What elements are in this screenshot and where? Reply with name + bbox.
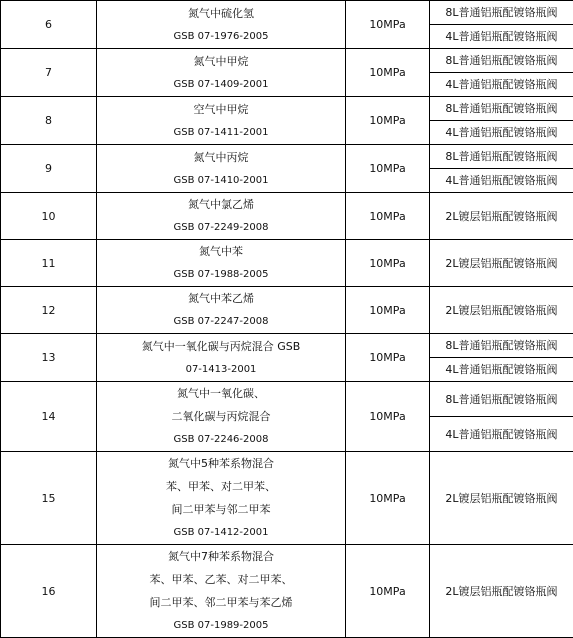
gas-name-line: 间二甲苯与邻二甲苯 bbox=[97, 498, 345, 521]
cylinder-spec-cell: 8L普通铝瓶配镀铬瓶阀 bbox=[430, 145, 573, 169]
gas-name-line: 氮气中硫化氢 bbox=[97, 2, 345, 25]
pressure-cell: 10MPa bbox=[346, 287, 430, 334]
gas-name-line: 氮气中苯乙烯 bbox=[97, 287, 345, 310]
standard-code: 07-1413-2001 bbox=[97, 358, 345, 381]
gas-name-line: 氮气中苯 bbox=[97, 240, 345, 263]
gas-name-line: 间二甲苯、邻二甲苯与苯乙烯 bbox=[97, 591, 345, 614]
gas-name-line: 氮气中一氧化碳与丙烷混合 GSB bbox=[97, 335, 345, 358]
cylinder-spec-cell: 4L普通铝瓶配镀铬瓶阀 bbox=[430, 73, 573, 97]
cylinder-spec-cell: 4L普通铝瓶配镀铬瓶阀 bbox=[430, 25, 573, 49]
pressure-cell: 10MPa bbox=[346, 145, 430, 193]
pressure-cell: 10MPa bbox=[346, 193, 430, 240]
table-row bbox=[1, 240, 573, 287]
pressure-cell: 10MPa bbox=[346, 1, 430, 49]
standard-code: GSB 07-1976-2005 bbox=[97, 25, 345, 48]
row-number: 7 bbox=[1, 49, 97, 97]
table-row bbox=[1, 145, 573, 169]
standard-code: GSB 07-1989-2005 bbox=[97, 614, 345, 637]
standard-code: GSB 07-1411-2001 bbox=[97, 121, 345, 144]
table-row bbox=[1, 1, 573, 25]
row-number: 6 bbox=[1, 1, 97, 49]
table-row bbox=[1, 452, 573, 545]
standard-code: GSB 07-1988-2005 bbox=[97, 263, 345, 286]
table-body bbox=[1, 1, 573, 638]
table-row bbox=[1, 193, 573, 240]
cylinder-spec-cell: 2L镀层铝瓶配镀铬瓶阀 bbox=[430, 452, 573, 545]
cylinder-spec-cell: 4L普通铝瓶配镀铬瓶阀 bbox=[430, 417, 573, 452]
gas-name-cell bbox=[97, 287, 346, 334]
gas-name-line: 苯、甲苯、乙苯、对二甲苯、 bbox=[97, 568, 345, 591]
pressure-cell: 10MPa bbox=[346, 382, 430, 452]
gas-name-line: 空气中甲烷 bbox=[97, 98, 345, 121]
table-row bbox=[1, 49, 573, 73]
gas-name-line: 氮气中丙烷 bbox=[97, 146, 345, 169]
row-number: 11 bbox=[1, 240, 97, 287]
pressure-cell: 10MPa bbox=[346, 334, 430, 382]
row-number: 12 bbox=[1, 287, 97, 334]
table-row bbox=[1, 334, 573, 358]
table-row bbox=[1, 382, 573, 417]
cylinder-spec-cell: 2L镀层铝瓶配镀铬瓶阀 bbox=[430, 193, 573, 240]
table-row bbox=[1, 287, 573, 334]
pressure-cell: 10MPa bbox=[346, 545, 430, 638]
gas-name-cell bbox=[97, 97, 346, 145]
gas-name-line: 氮气中5种苯系物混合 bbox=[97, 452, 345, 475]
standard-code: GSB 07-2247-2008 bbox=[97, 310, 345, 333]
cylinder-spec-cell: 2L镀层铝瓶配镀铬瓶阀 bbox=[430, 287, 573, 334]
row-number: 16 bbox=[1, 545, 97, 638]
gas-name-line: 氮气中甲烷 bbox=[97, 50, 345, 73]
row-number: 13 bbox=[1, 334, 97, 382]
row-number: 8 bbox=[1, 97, 97, 145]
row-number: 9 bbox=[1, 145, 97, 193]
gas-name-cell bbox=[97, 452, 346, 545]
gas-name-line: 氮气中7种苯系物混合 bbox=[97, 545, 345, 568]
pressure-cell: 10MPa bbox=[346, 452, 430, 545]
table-row bbox=[1, 97, 573, 121]
table-row bbox=[1, 545, 573, 638]
row-number: 14 bbox=[1, 382, 97, 452]
gas-name-line: 苯、甲苯、对二甲苯、 bbox=[97, 475, 345, 498]
row-number: 15 bbox=[1, 452, 97, 545]
standard-code: GSB 07-1410-2001 bbox=[97, 169, 345, 192]
cylinder-spec-cell: 2L镀层铝瓶配镀铬瓶阀 bbox=[430, 240, 573, 287]
cylinder-spec-cell: 2L镀层铝瓶配镀铬瓶阀 bbox=[430, 545, 573, 638]
gas-name-line: 二氧化碳与丙烷混合 bbox=[97, 405, 345, 428]
row-number: 10 bbox=[1, 193, 97, 240]
cylinder-spec-cell: 8L普通铝瓶配镀铬瓶阀 bbox=[430, 1, 573, 25]
gas-name-cell bbox=[97, 240, 346, 287]
cylinder-spec-cell: 8L普通铝瓶配镀铬瓶阀 bbox=[430, 334, 573, 358]
standard-code: GSB 07-1412-2001 bbox=[97, 521, 345, 544]
standard-code: GSB 07-2249-2008 bbox=[97, 216, 345, 239]
pressure-cell: 10MPa bbox=[346, 240, 430, 287]
gas-name-cell bbox=[97, 145, 346, 193]
gas-name-cell bbox=[97, 334, 346, 382]
gas-name-line: 氮气中一氧化碳、 bbox=[97, 382, 345, 405]
gas-name-cell bbox=[97, 1, 346, 49]
cylinder-spec-cell: 8L普通铝瓶配镀铬瓶阀 bbox=[430, 49, 573, 73]
gas-name-line: 氮气中氯乙烯 bbox=[97, 193, 345, 216]
gas-name-cell bbox=[97, 49, 346, 97]
standard-code: GSB 07-1409-2001 bbox=[97, 73, 345, 96]
standard-code: GSB 07-2246-2008 bbox=[97, 428, 345, 451]
cylinder-spec-cell: 4L普通铝瓶配镀铬瓶阀 bbox=[430, 169, 573, 193]
gas-name-cell bbox=[97, 545, 346, 638]
pressure-cell: 10MPa bbox=[346, 49, 430, 97]
cylinder-spec-cell: 4L普通铝瓶配镀铬瓶阀 bbox=[430, 358, 573, 382]
cylinder-spec-cell: 4L普通铝瓶配镀铬瓶阀 bbox=[430, 121, 573, 145]
gas-name-cell bbox=[97, 382, 346, 452]
gas-name-cell bbox=[97, 193, 346, 240]
cylinder-spec-cell: 8L普通铝瓶配镀铬瓶阀 bbox=[430, 382, 573, 417]
cylinder-spec-cell: 8L普通铝瓶配镀铬瓶阀 bbox=[430, 97, 573, 121]
pressure-cell: 10MPa bbox=[346, 97, 430, 145]
